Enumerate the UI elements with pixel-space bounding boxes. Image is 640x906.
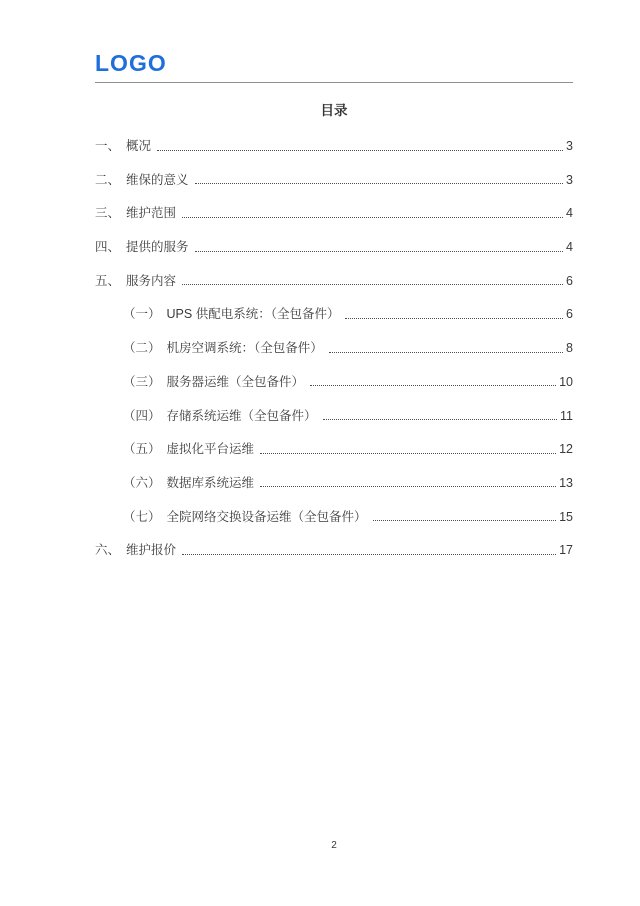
toc-entry-number: （六） [123,475,161,490]
toc-dot-leader [182,217,563,218]
toc-dot-leader [373,520,557,521]
toc-entry-page: 4 [566,206,573,221]
toc-entry-page: 6 [566,307,573,322]
toc-entry-number: 二、 [95,172,121,187]
toc-entry[interactable] [95,477,573,490]
toc-entry-label: 概况 [126,139,152,153]
toc-dot-leader [182,284,563,285]
toc-entry-label: 维护范围 [126,206,177,221]
toc-entry-number: （一） [123,307,161,322]
header-divider [95,82,573,83]
toc-entry-label: 全院网络交换设备运维（全包备件） [166,509,367,524]
toc-entry[interactable] [95,342,573,355]
toc-dot-leader [323,419,557,420]
toc-entry-label: 机房空调系统：（全包备件） [166,341,323,356]
toc-dot-leader [182,554,556,555]
toc-dot-leader [329,352,563,353]
toc-entry[interactable] [95,410,573,423]
page-number: 2 [331,840,337,851]
toc-dot-leader [310,385,556,386]
toc-entry-number: 四、 [95,240,121,255]
toc-entry[interactable] [95,275,573,288]
toc-entry-number: 六、 [95,543,121,558]
toc-entry-number: 一、 [95,139,121,153]
toc-entry-label: 虚拟化平台运维 [166,442,255,457]
toc-entry-number: （三） [123,374,161,389]
toc-entry-number: （七） [123,509,161,524]
toc-dot-leader [260,486,556,487]
toc-entry[interactable] [95,376,573,389]
toc-entry[interactable] [95,241,573,254]
toc-entry-page: 15 [559,509,573,524]
toc-dot-leader [260,453,556,454]
toc-entry-page: 4 [566,240,573,255]
toc-dot-leader [157,150,563,151]
toc-entry-page: 10 [559,374,573,389]
toc-entry-page: 3 [566,139,573,153]
logo: LOGO [95,50,167,76]
toc-entry-label: 提供的服务 [126,240,189,255]
toc-entry-number: （二） [123,341,161,356]
toc-entry-page: 8 [566,341,573,356]
toc-entry-label: 数据库系统运维 [166,475,255,490]
toc-entry[interactable] [95,443,573,456]
toc-entry[interactable] [95,544,573,557]
toc-entry-page: 17 [559,543,573,558]
toc-list [95,140,573,578]
toc-entry-page: 12 [559,442,573,457]
toc-entry-number: （四） [123,408,161,423]
toc-entry-number: （五） [123,442,161,457]
toc-entry-page: 3 [566,172,573,187]
toc-entry-page: 13 [559,475,573,490]
toc-entry-page: 6 [566,273,573,288]
toc-entry-number: 三、 [95,206,121,221]
toc-entry[interactable] [95,308,573,321]
toc-dot-leader [195,183,564,184]
toc-entry-label: 维护报价 [126,543,177,558]
toc-entry-label: 维保的意义 [126,172,189,187]
toc-dot-leader [195,251,564,252]
toc-entry[interactable] [95,511,573,524]
toc-dot-leader [345,318,563,319]
toc-entry-label: UPS 供配电系统：（全包备件） [166,307,340,322]
toc-entry-number: 五、 [95,273,121,288]
toc-entry[interactable] [95,174,573,187]
toc-entry[interactable] [95,207,573,220]
toc-entry-label: 服务内容 [126,273,177,288]
toc-entry-label: 服务器运维（全包备件） [166,374,305,389]
toc-entry-label: 存储系统运维（全包备件） [166,408,317,423]
toc-title: 目录 [320,103,348,118]
toc-entry[interactable] [95,140,573,153]
toc-entry-page: 11 [560,408,573,423]
